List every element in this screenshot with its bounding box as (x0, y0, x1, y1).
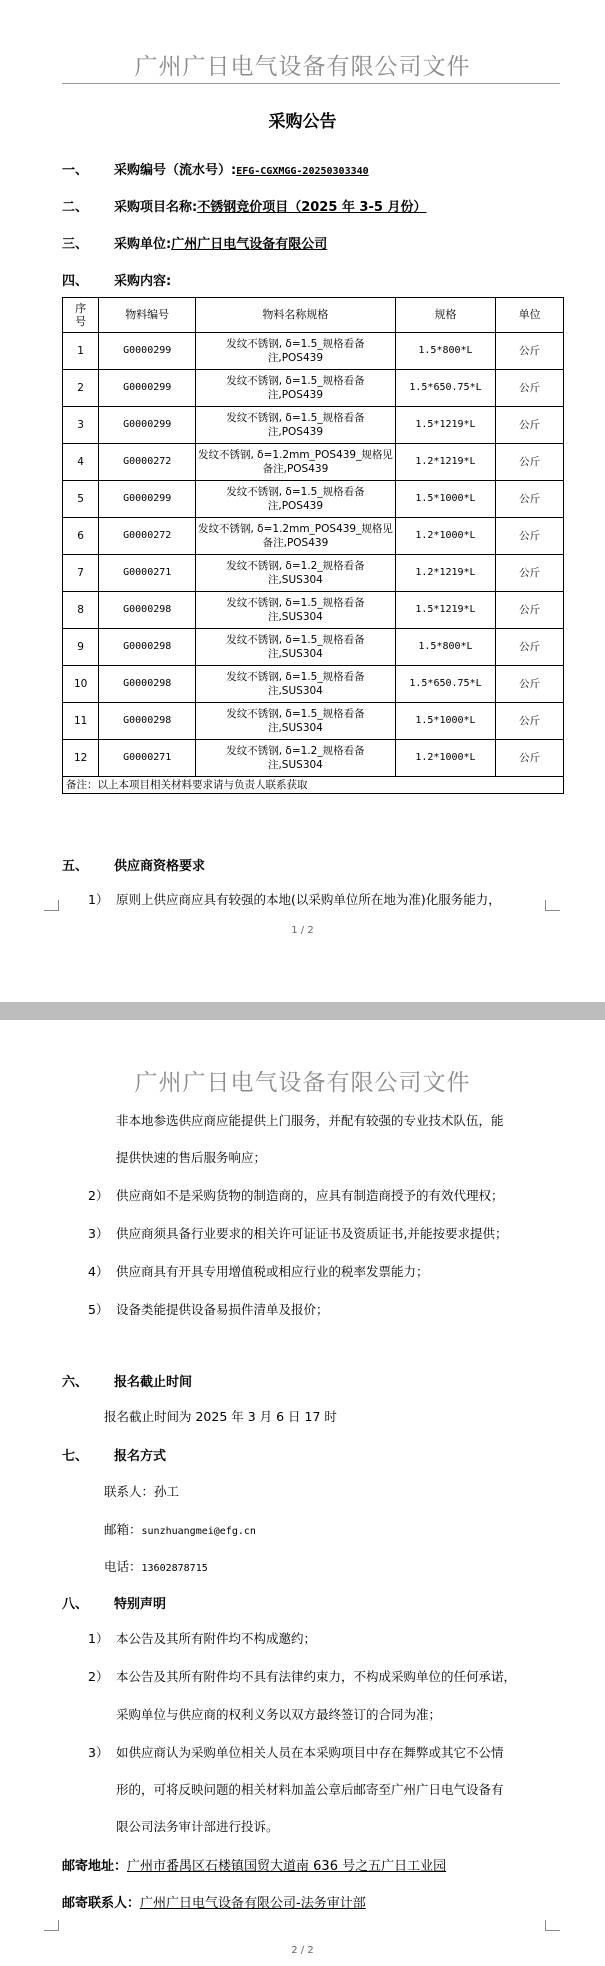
cell-no: 5 (63, 481, 99, 518)
page-corner-mark (545, 900, 560, 911)
item-index: 4） (88, 1264, 109, 1279)
table-row (63, 444, 564, 481)
cell-code: G0000272 (99, 444, 196, 481)
cell-name: 发纹不锈钢, δ=1.5_规格看备 注,POS439 (196, 481, 396, 518)
table-row (63, 666, 564, 703)
table-note-row (63, 777, 564, 794)
table-row (63, 370, 564, 407)
cell-no: 9 (63, 629, 99, 666)
cell-code: G0000272 (99, 518, 196, 555)
cell-name: 发纹不锈钢, δ=1.2mm_POS439_规格见 备注,POS439 (196, 444, 396, 481)
section-number: 四、 (62, 274, 89, 289)
cell-name: 发纹不锈钢, δ=1.5_规格看备 注,SUS304 (196, 629, 396, 666)
document-title: 采购公告 (268, 112, 337, 132)
section-label: 采购内容: (114, 274, 172, 289)
contact-phone-row (104, 1557, 208, 1575)
section-label: 采购编号（流水号）: (114, 163, 237, 178)
qualification-item-2 (88, 1186, 504, 1204)
section-label: 报名方式 (114, 1449, 167, 1464)
cell-unit: 公斤 (496, 518, 564, 555)
cell-no: 6 (63, 518, 99, 555)
qualification-item-3 (88, 1224, 507, 1242)
cell-unit: 公斤 (496, 370, 564, 407)
cell-name: 发纹不锈钢, δ=1.5_规格看备 注,POS439 (196, 370, 396, 407)
cell-code: G0000299 (99, 481, 196, 518)
mail-contact-row (62, 1892, 366, 1911)
section-label: 报名截止时间 (114, 1375, 193, 1390)
table-row (63, 629, 564, 666)
item-text: 本公告及其所有附件均不构成邀约； (116, 1631, 317, 1646)
cell-name: 发纹不锈钢, δ=1.2mm_POS439_规格见 备注,POS439 (196, 518, 396, 555)
col-header-name: 物料名称规格 (196, 298, 396, 333)
section-label: 采购单位: (114, 237, 172, 252)
table-row (63, 555, 564, 592)
cell-name: 发纹不锈钢, δ=1.2_规格看备 注,SUS304 (196, 740, 396, 777)
mail-address-row (62, 1855, 446, 1874)
cell-spec: 1.5*1219*L (395, 407, 495, 444)
cell-name: 发纹不锈钢, δ=1.5_规格看备 注,POS439 (196, 333, 396, 370)
email-link[interactable]: sunzhuangmei@efg.cn (141, 1526, 256, 1537)
table-row (63, 703, 564, 740)
mail-contact: 广州广日电气设备有限公司-法务审计部 (140, 1896, 366, 1911)
deadline-text: 报名截止时间为 2025 年 3 月 6 日 17 时 (104, 1409, 337, 1424)
cell-code: G0000298 (99, 629, 196, 666)
purchasing-unit: 广州广日电气设备有限公司 (171, 237, 328, 252)
cell-name: 发纹不锈钢, δ=1.5_规格看备 注,POS439 (196, 407, 396, 444)
cell-name: 发纹不锈钢, δ=1.2_规格看备 注,SUS304 (196, 555, 396, 592)
cell-code: G0000298 (99, 703, 196, 740)
qualification-item-1-cont: 提供快速的售后服务响应； (116, 1150, 267, 1165)
statement-item-3 (88, 1743, 504, 1761)
cell-spec: 1.5*1000*L (395, 481, 495, 518)
table-row (63, 481, 564, 518)
section-7 (62, 1445, 166, 1464)
cell-unit: 公斤 (496, 740, 564, 777)
cell-name: 发纹不锈钢, δ=1.5_规格看备 注,SUS304 (196, 592, 396, 629)
cell-unit: 公斤 (496, 481, 564, 518)
cell-no: 7 (63, 555, 99, 592)
cell-unit: 公斤 (496, 555, 564, 592)
item-text: 供应商具有开具专用增值税或相应行业的税率发票能力； (116, 1264, 429, 1279)
page-number: 2 / 2 (291, 1945, 314, 1956)
section-number: 七、 (62, 1449, 89, 1464)
cell-spec: 1.2*1000*L (395, 740, 495, 777)
cell-name: 发纹不锈钢, δ=1.5_规格看备 注,SUS304 (196, 703, 396, 740)
page-corner-mark (44, 1920, 59, 1931)
cell-spec: 1.5*1219*L (395, 592, 495, 629)
table-row (63, 592, 564, 629)
cell-unit: 公斤 (496, 629, 564, 666)
project-name: 不锈钢竞价项目（2025 年 3-5 月份） (197, 200, 427, 215)
cell-no: 2 (63, 370, 99, 407)
item-index: 2） (88, 1188, 109, 1203)
phone-value: 13602878715 (141, 1563, 208, 1574)
section-number: 二、 (62, 200, 89, 215)
cell-no: 1 (63, 333, 99, 370)
section-4 (62, 270, 171, 289)
cell-spec: 1.2*1219*L (395, 555, 495, 592)
section-number: 五、 (62, 859, 89, 874)
table-row (63, 407, 564, 444)
statement-item-1 (88, 1629, 316, 1647)
email-label: 邮箱： (104, 1522, 142, 1537)
cell-spec: 1.5*800*L (395, 333, 495, 370)
cell-no: 3 (63, 407, 99, 444)
phone-label: 电话： (104, 1559, 142, 1574)
section-1 (62, 159, 435, 178)
contact-person: 联系人：孙工 (104, 1484, 180, 1499)
page-corner-mark (545, 1920, 560, 1931)
section-8 (62, 1593, 166, 1612)
cell-unit: 公斤 (496, 333, 564, 370)
cell-no: 10 (63, 666, 99, 703)
document-header: 广州广日电气设备有限公司文件 (134, 1070, 471, 1096)
page-number: 1 / 2 (291, 925, 314, 936)
col-header-unit: 单位 (496, 298, 564, 333)
item-text: 供应商如不是采购货物的制造商的，应具有制造商授予的有效代理权； (116, 1188, 504, 1203)
cell-code: G0000298 (99, 592, 196, 629)
cell-spec: 1.2*1219*L (395, 444, 495, 481)
cell-code: G0000299 (99, 407, 196, 444)
cell-spec: 1.5*1000*L (395, 703, 495, 740)
cell-no: 12 (63, 740, 99, 777)
item-index: 1） (88, 892, 109, 907)
section-label: 供应商资格要求 (114, 859, 206, 874)
qualification-item-4 (88, 1262, 429, 1280)
cell-unit: 公斤 (496, 407, 564, 444)
cell-spec: 1.5*800*L (395, 629, 495, 666)
mail-address-label: 邮寄地址： (62, 1859, 128, 1874)
item-index: 1） (88, 1631, 109, 1646)
cell-no: 11 (63, 703, 99, 740)
item-index: 2） (88, 1669, 109, 1684)
section-number: 一、 (62, 163, 89, 178)
table-row (63, 518, 564, 555)
section-6 (62, 1371, 192, 1390)
page-2 (0, 1020, 605, 1966)
section-label: 特别声明 (114, 1597, 167, 1612)
col-header-spec: 规格 (395, 298, 495, 333)
item-index: 3） (88, 1226, 109, 1241)
cell-spec: 1.5*650.75*L (395, 370, 495, 407)
purchase-table (62, 297, 564, 794)
purchase-number: EFG-CGXMGG-20250303340 (236, 166, 369, 177)
cell-unit: 公斤 (496, 592, 564, 629)
contact-email-row (104, 1520, 256, 1538)
cell-code: G0000271 (99, 740, 196, 777)
item-text: 设备类能提供设备易损件清单及报价； (116, 1302, 329, 1317)
col-header-no: 序号 (63, 298, 99, 333)
item-text: 原则上供应商应具有较强的本地(以采购单位所在地为准)化服务能力， (116, 892, 501, 907)
cell-code: G0000299 (99, 333, 196, 370)
page-gap (0, 1002, 605, 1020)
col-header-code: 物料编号 (99, 298, 196, 333)
item-text: 如供应商认为采购单位相关人员在本采购项目中存在舞弊或其它不公情 (116, 1745, 504, 1760)
cell-code: G0000271 (99, 555, 196, 592)
statement-item-2-cont: 采购单位与供应商的权利义务以双方最终签订的合同为准； (116, 1707, 442, 1722)
section-number: 八、 (62, 1597, 89, 1612)
document-header: 广州广日电气设备有限公司文件 (134, 54, 471, 80)
qualification-item-1 (88, 890, 501, 908)
section-2 (62, 196, 426, 215)
page-corner-mark (44, 900, 59, 911)
cell-unit: 公斤 (496, 444, 564, 481)
qualification-item-5 (88, 1300, 329, 1318)
statement-item-2 (88, 1667, 516, 1685)
mail-contact-label: 邮寄联系人： (62, 1896, 141, 1911)
item-index: 3） (88, 1745, 109, 1760)
header-rule (62, 83, 560, 84)
cell-spec: 1.5*650.75*L (395, 666, 495, 703)
cell-name: 发纹不锈钢, δ=1.5_规格看备 注,SUS304 (196, 666, 396, 703)
section-label: 采购项目名称: (114, 200, 198, 215)
section-3 (62, 233, 327, 252)
cell-unit: 公斤 (496, 666, 564, 703)
cell-no: 8 (63, 592, 99, 629)
section-5 (62, 855, 205, 874)
statement-item-3-cont: 形的，可将反映问题的相关材料加盖公章后邮寄至广州广日电气设备有 (116, 1782, 504, 1797)
cell-code: G0000298 (99, 666, 196, 703)
section-number: 三、 (62, 237, 89, 252)
table-header-row (63, 298, 564, 333)
cell-unit: 公斤 (496, 703, 564, 740)
cell-code: G0000299 (99, 370, 196, 407)
item-index: 5） (88, 1302, 109, 1317)
cell-spec: 1.2*1000*L (395, 518, 495, 555)
cell-no: 4 (63, 444, 99, 481)
mail-address: 广州市番禺区石楼镇国贸大道南 636 号之五广日工业园 (127, 1859, 447, 1874)
table-row (63, 333, 564, 370)
qualification-item-1-cont: 非本地参选供应商应能提供上门服务，并配有较强的专业技术队伍，能 (116, 1113, 504, 1128)
table-note: 备注：以上本项目相关材料要求请与负责人联系获取 (63, 777, 564, 794)
section-number: 六、 (62, 1375, 89, 1390)
statement-item-3-cont: 限公司法务审计部进行投诉。 (116, 1819, 279, 1834)
item-text: 本公告及其所有附件均不具有法律约束力，不构成采购单位的任何承诺， (116, 1669, 517, 1684)
table-row (63, 740, 564, 777)
item-text: 供应商须具备行业要求的相关许可证证书及资质证书,并能按要求提供； (116, 1226, 508, 1241)
